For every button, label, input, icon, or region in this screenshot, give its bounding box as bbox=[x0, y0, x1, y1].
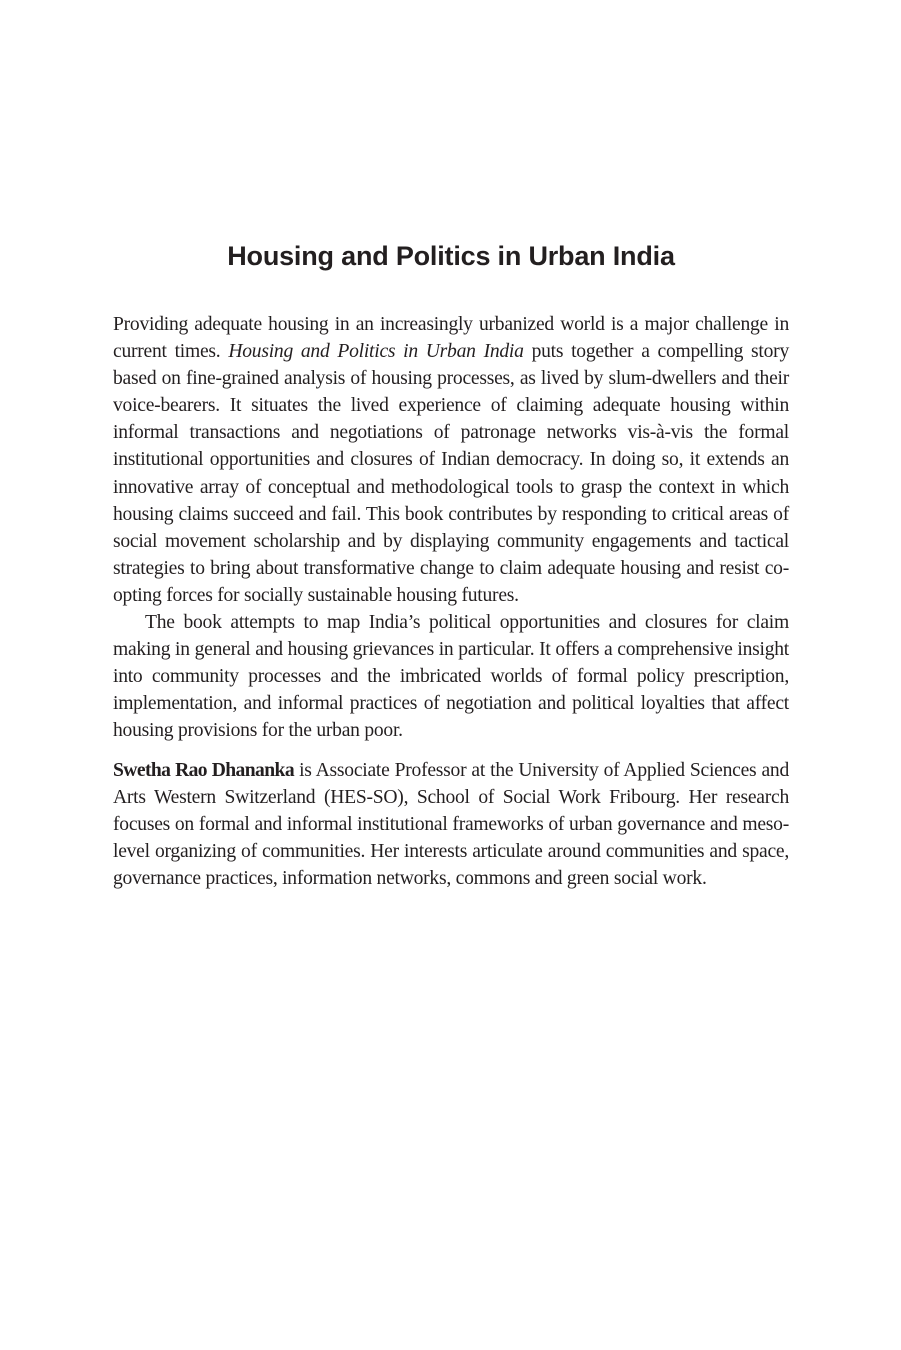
paragraph-1-text-end: puts together a compelling story based on fine-grained analysis of housing processes, as lived by slum-dwellers and their voice-bearers. It situates the lived experience of claiming adequate housing within informal transactions and negotiations of patronage networks vis-à-vis the formal institutional opportunities and closures of Indian democracy. In doing so, it extends an innovative array of conceptual and methodological tools to grasp the context in which housing claims succeed and fail. This book contributes by responding to critical areas of social movement scholarship and by displaying community engagements and tactical strategies to bring about transformative change to claim adequate housing and resist co-opting forces for socially sustainable housing futures. bbox=[113, 341, 789, 606]
book-description bbox=[113, 311, 789, 892]
book-title: Housing and Politics in Urban India bbox=[227, 241, 675, 271]
author-bio bbox=[113, 757, 789, 892]
paragraph-1-text-start: Providing adequate housing in an increasingly urbanized world is a major challenge in current times. bbox=[113, 314, 789, 363]
author-bio-text: is Associate Professor at the University of Applied Sciences and Arts Western Switzerland (HES-SO), School of Social Work Fribourg. Her research focuses on formal and informal institutional frameworks of urban governance and meso-level organizing of communities. Her interests articulate around communities and space, governance practices, information networks, commons and green social work. bbox=[113, 759, 789, 889]
book-title-italic: Housing and Politics in Urban India bbox=[228, 341, 524, 363]
description-paragraph-1 bbox=[113, 311, 789, 609]
description-paragraph-2: The book attempts to map India’s political opportunities and closures for claim making in general and housing grievances in particular. It offers a comprehensive insight into community processes and the imbricated worlds of formal policy prescription, implementation, and informal practices of negotiation and political loyalties that affect housing provisions for the urban poor. bbox=[113, 612, 789, 742]
author-name: Swetha Rao Dhananka bbox=[113, 759, 295, 781]
